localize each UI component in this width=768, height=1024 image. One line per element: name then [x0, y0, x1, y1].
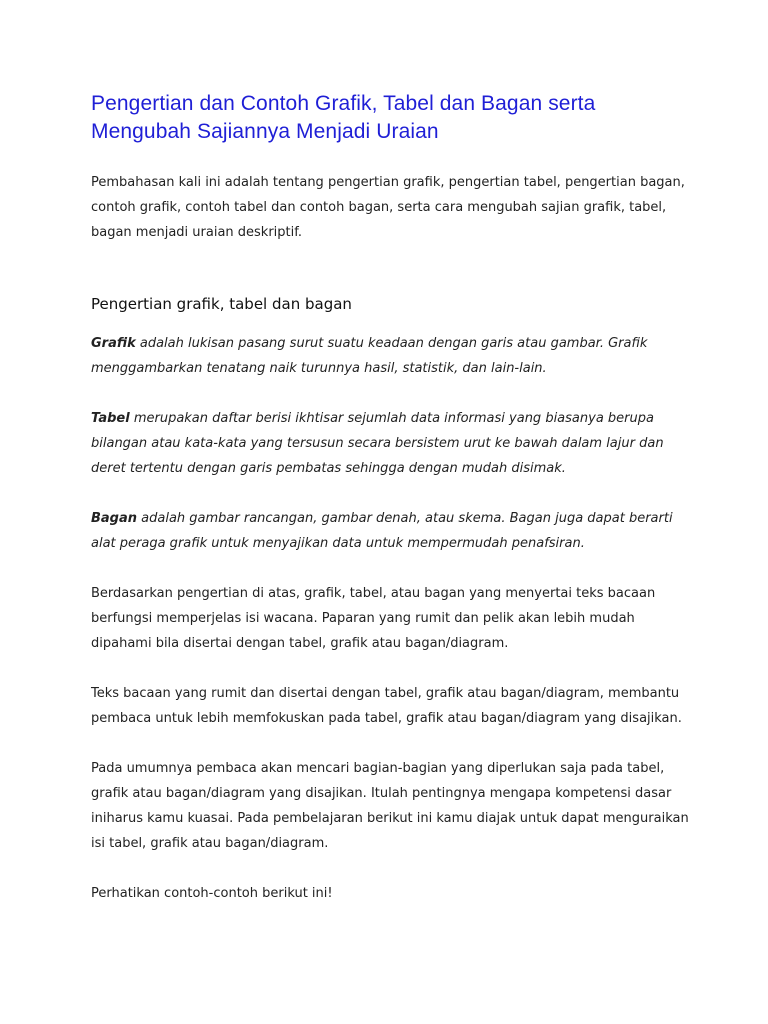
body-paragraph: Berdasarkan pengertian di atas, grafik, tabel, atau bagan yang menyertai teks bacaan berfungsi memperjelas isi wacana. Paparan yang rumit dan pelik akan lebih mudah dipahami bila disertai dengan tabel, grafik atau bagan/diagram. — [91, 586, 656, 651]
document-page — [91, 90, 691, 931]
section-heading: Pengertian grafik, tabel dan bagan — [91, 295, 352, 313]
definition-term: Bagan — [91, 511, 138, 526]
definition-grafik — [91, 331, 691, 381]
definition-text: adalah gambar rancangan, gambar denah, atau skema. Bagan juga dapat berarti alat peraga grafik untuk menyajikan data untuk mempermudah penafsiran. — [91, 511, 673, 551]
definition-term: Tabel — [91, 411, 130, 426]
intro-paragraph: Pembahasan kali ini adalah tentang pengertian grafik, pengertian tabel, pengertian bagan, contoh grafik, contoh tabel dan contoh bagan, serta cara mengubah sajian grafik, tabel, bagan menjadi uraian deskriptif. — [91, 175, 685, 240]
definition-text: adalah lukisan pasang surut suatu keadaan dengan garis atau gambar. Grafik menggambarkan tenatang naik turunnya hasil, statistik, dan lain-lain. — [91, 336, 648, 376]
definition-text: merupakan daftar berisi ikhtisar sejumlah data informasi yang biasanya berupa bilangan atau kata-kata yang tersusun secara bersistem urut ke bawah dalam lajur dan deret tertentu dengan garis pembatas sehingga dengan mudah disimak. — [91, 411, 664, 476]
body-paragraph: Pada umumnya pembaca akan mencari bagian-bagian yang diperlukan saja pada tabel, grafik atau bagan/diagram yang disajikan. Itulah pentingnya mengapa kompetensi dasar iniharus kamu kuasai. Pada pembelajaran berikut ini kamu diajak untuk dapat menguraikan isi tabel, grafik atau bagan/diagram. — [91, 761, 689, 851]
definition-term: Grafik — [91, 336, 136, 351]
definition-tabel — [91, 406, 691, 481]
closing-paragraph: Perhatikan contoh-contoh berikut ini! — [91, 886, 333, 901]
page-title: Pengertian dan Contoh Grafik, Tabel dan Bagan serta Mengubah Sajiannya Menjadi Uraian — [91, 92, 596, 143]
body-paragraph: Teks bacaan yang rumit dan disertai dengan tabel, grafik atau bagan/diagram, membantu pembaca untuk lebih memfokuskan pada tabel, grafik atau bagan/diagram yang disajikan. — [91, 686, 682, 726]
definition-bagan — [91, 506, 691, 556]
